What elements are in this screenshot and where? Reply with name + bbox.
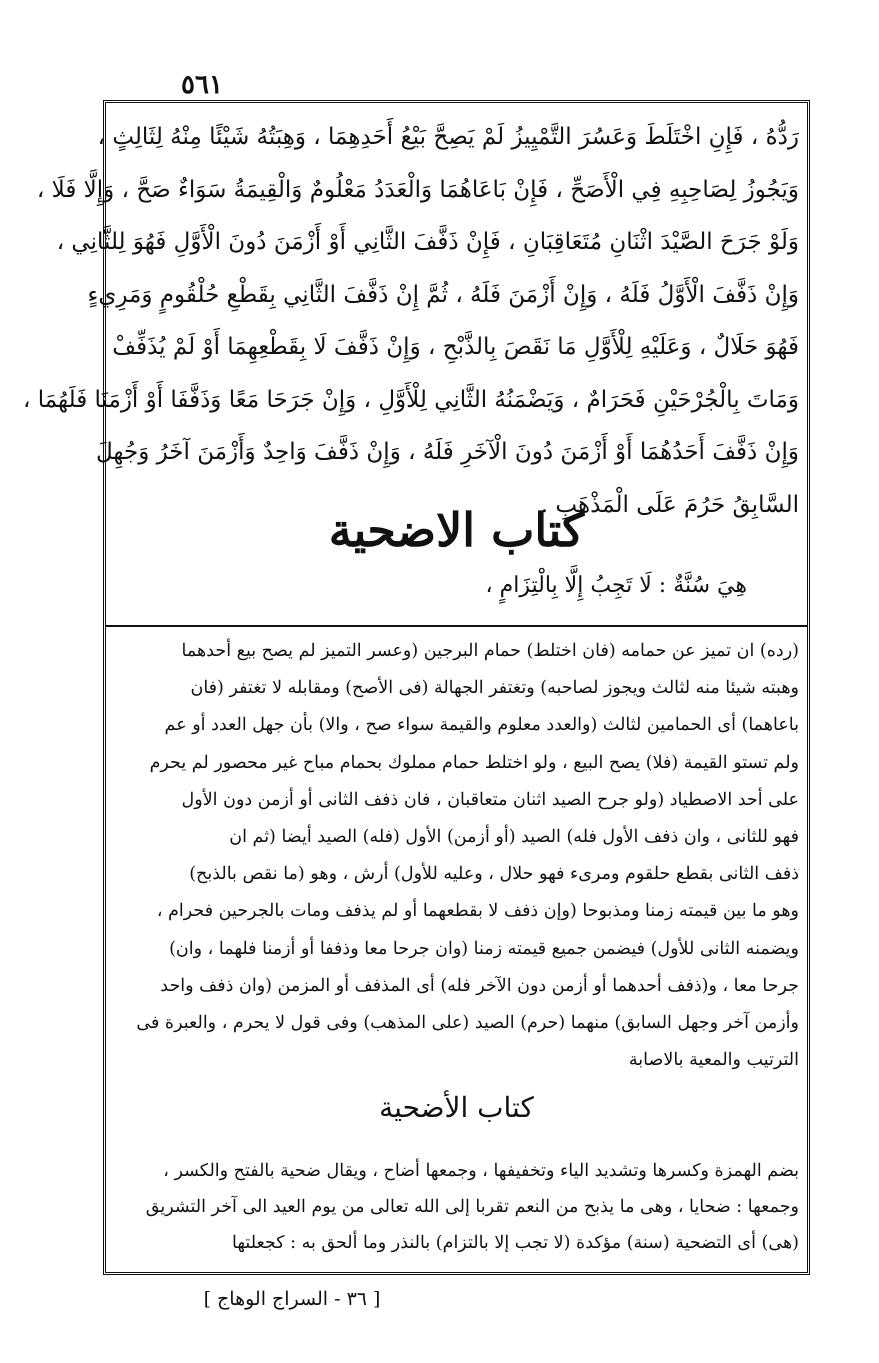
sharh-line: بضم الهمزة وكسرها وتشديد الياء وتخفيفها ، وجمعها أضاح ، ويقال ضحية بالفتح والكسر ، bbox=[163, 1161, 799, 1181]
sharh-line: الترتيب والمعية بالاصابة bbox=[628, 1050, 799, 1071]
matn-text-block bbox=[22, 111, 799, 531]
section-divider bbox=[106, 625, 807, 627]
sharh-text-block bbox=[114, 633, 799, 1079]
sharh-line: باعاهما) أى الحمامين لثالث (والعدد معلوم والقيمة سواء صح ، والا) بأن جهل العدد أو عم bbox=[164, 715, 799, 736]
matn-line: فَهُوَ حَلَالٌ ، وَعَلَيْهِ لِلْأَوَّلِ مَا نَقَصَ بِالذَّبْحِ ، وَإِنْ ذَفَّفَ لَا بِقَطْعِهِمَا أَوْ لَمْ يُذَفِّفْ bbox=[112, 334, 799, 360]
chapter-title-main: كتاب الاضحية bbox=[328, 503, 585, 557]
chapter-opening-matn: هِيَ سُنَّةٌ : لَا تَجِبُ إِلَّا بِالْتِزَامٍ ، bbox=[485, 573, 747, 598]
matn-line: السَّابِقُ حَرُمَ عَلَى الْمَذْهَبِ . bbox=[540, 491, 799, 518]
matn-line: وَمَاتَ بِالْجُرْحَيْنِ فَحَرَامٌ ، وَيَضْمَنُهُ الثَّانِي لِلْأَوَّلِ ، وَإِنْ جَرَحَا مَعًا وَذَفَّفَا أَوْ أَزْمَنَا فَلَهُمَا ، bbox=[22, 386, 799, 413]
sharh-line: (هى) أى التضحية (سنة) مؤكدة (لا تجب إلا بالتزام) بالنذر وما ألحق به : كجعلتها bbox=[232, 1233, 799, 1253]
sharh-line: جرحا معا ، و(ذفف أحدهما أو أزمن دون الآخر فله) أى المذفف أو المزمن (وان ذفف واحد bbox=[160, 975, 799, 996]
sharh-line: وأزمن آخر وجهل السابق) منهما (حرم) الصيد (على المذهب) وفى قول لا يحرم ، والعبرة فى bbox=[136, 1012, 799, 1033]
sharh-line: فهو للثانى ، وان ذفف الأول فله) الصيد (أو أزمن) الأول (فله) الصيد أيضا (ثم ان bbox=[229, 826, 799, 847]
matn-line: وَإِنْ ذَفَّفَ الْأَوَّلُ فَلَهُ ، وَإِنْ أَزْمَنَ فَلَهُ ، ثُمَّ إِنْ ذَفَّفَ الثَّانِي بِقَطْعِ حُلْقُومٍ وَمَرِيءٍ bbox=[87, 281, 799, 308]
matn-line: وَيَجُوزُ لِصَاحِبِهِ فِي الْأَصَحِّ ، فَإِنْ بَاعَاهُمَا وَالْعَدَدُ مَعْلُومٌ وَالْقِيمَةُ سَوَاءٌ صَحَّ ، وَإِلَّا فَلَا ، bbox=[36, 176, 799, 203]
matn-line: رَدُّهُ ، فَإِنِ اخْتَلَطَ وَعَسُرَ التَّمْيِيزُ لَمْ يَصِحَّ بَيْعُ أَحَدِهِمَا ، وَهِبَتُهُ شَيْئًا مِنْهُ لِثَالِثٍ ، bbox=[97, 124, 799, 150]
sharh-line: وجمعها : ضحايا ، وهى ما يذبح من النعم تقربا إلى الله تعالى من يوم العيد الى آخر التشريق bbox=[145, 1197, 799, 1217]
sharh-line: وهو ما بين قيمته زمنا ومذبوحا (وإن ذفف لا بقطعهما أو لم يذفف ومات بالجرحين فحرام ، bbox=[156, 901, 799, 922]
page-frame bbox=[22, 100, 810, 1275]
sharh-chapter-block bbox=[114, 1153, 799, 1261]
signature-footer: [ ٣٦ - السراج الوهاج ] bbox=[203, 1288, 381, 1310]
sharh-line: وهبته شيئا منه لثالث ويجوز لصاحبه) وتغتفر الجهالة (فى الأصح) ومقابله لا تغتفر (فان bbox=[190, 678, 799, 699]
sharh-line: ولم تستو القيمة (فلا) يصح البيع ، ولو اختلط حمام مملوك بحمام مباح غير محصور لم يحرم bbox=[149, 752, 799, 773]
chapter-title-sharh: كتاب الأضحية bbox=[379, 1091, 534, 1124]
sharh-line: ذفف الثانى بقطع حلقوم ومرىء فهو حلال ، وعليه للأول) أرش ، وهو (ما نقص بالذبح) bbox=[189, 864, 799, 885]
page-number: ٥٦١ bbox=[181, 70, 223, 100]
sharh-line: (رده) ان تميز عن حمامه (فان اختلط) حمام البرجين (وعسر التميز لم يصح بيع أحدهما bbox=[181, 641, 799, 661]
sharh-line: ويضمنه الثانى للأول) فيضمن جميع قيمته زمنا (وان جرحا معا وذففا أو أزمنا فلهما ، وان) bbox=[169, 938, 799, 959]
matn-line: وَإِنْ ذَفَّفَ أَحَدُهُمَا أَوْ أَزْمَنَ دُونَ الْآخَرِ فَلَهُ ، وَإِنْ ذَفَّفَ وَاحِدٌ وَأَزْمَنَ آخَرُ وَجُهِلَ bbox=[95, 439, 799, 465]
matn-line: وَلَوْ جَرَحَ الصَّيْدَ اثْنَانِ مُتَعَاقِبَانِ ، فَإِنْ ذَفَّفَ الثَّانِي أَوْ أَزْمَنَ دُونَ الْأَوَّلِ فَهُوَ لِلثَّانِي ، bbox=[56, 229, 799, 255]
sharh-line: على أحد الاصطياد (ولو جرح الصيد اثنان متعاقبان ، فان ذفف الثانى أو أزمن دون الأول bbox=[181, 789, 799, 810]
